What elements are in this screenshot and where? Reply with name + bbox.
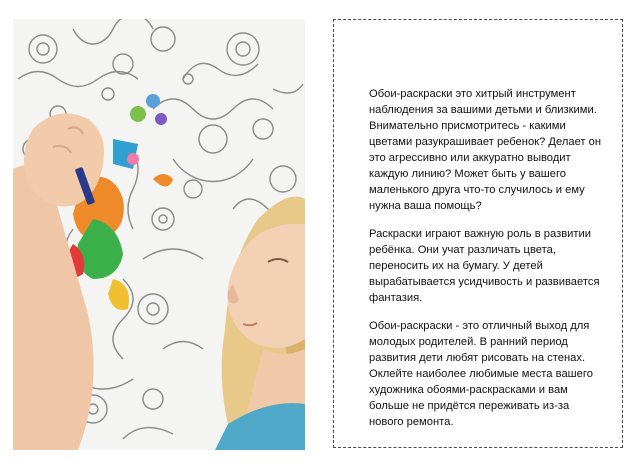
text-card [333, 19, 623, 448]
photo-illustration [13, 19, 305, 450]
paragraph-1: Обои-раскраски это хитрый инструмент наблюдения за вашими детьми и близкими. Внимательно присмотритесь - какими цветами разукрашивает ребенок? Делает он это агрессивно или аккуратно выводит каждую линию? Может быть у вашего маленького друга что-то случилось и ему нужна ваша помощь? [369, 88, 602, 212]
paragraph-2: Раскраски играют важную роль в развитии ребёнка. Они учат различать цвета, переносить их на бумагу. У детей вырабатывается усидчивость и развивается фантазия. [369, 228, 600, 304]
photo-child-coloring-wallpaper [13, 19, 305, 450]
text-body [369, 86, 605, 442]
paragraph-3: Обои-раскраски - это отличный выход для молодых родителей. В ранний период развития дети любят рисовать на стенах. Оклейте наиболее любимые места вашего художника обоями-раскрасками и вам больше не придётся переживать из-за нового ремонта. [369, 320, 593, 428]
